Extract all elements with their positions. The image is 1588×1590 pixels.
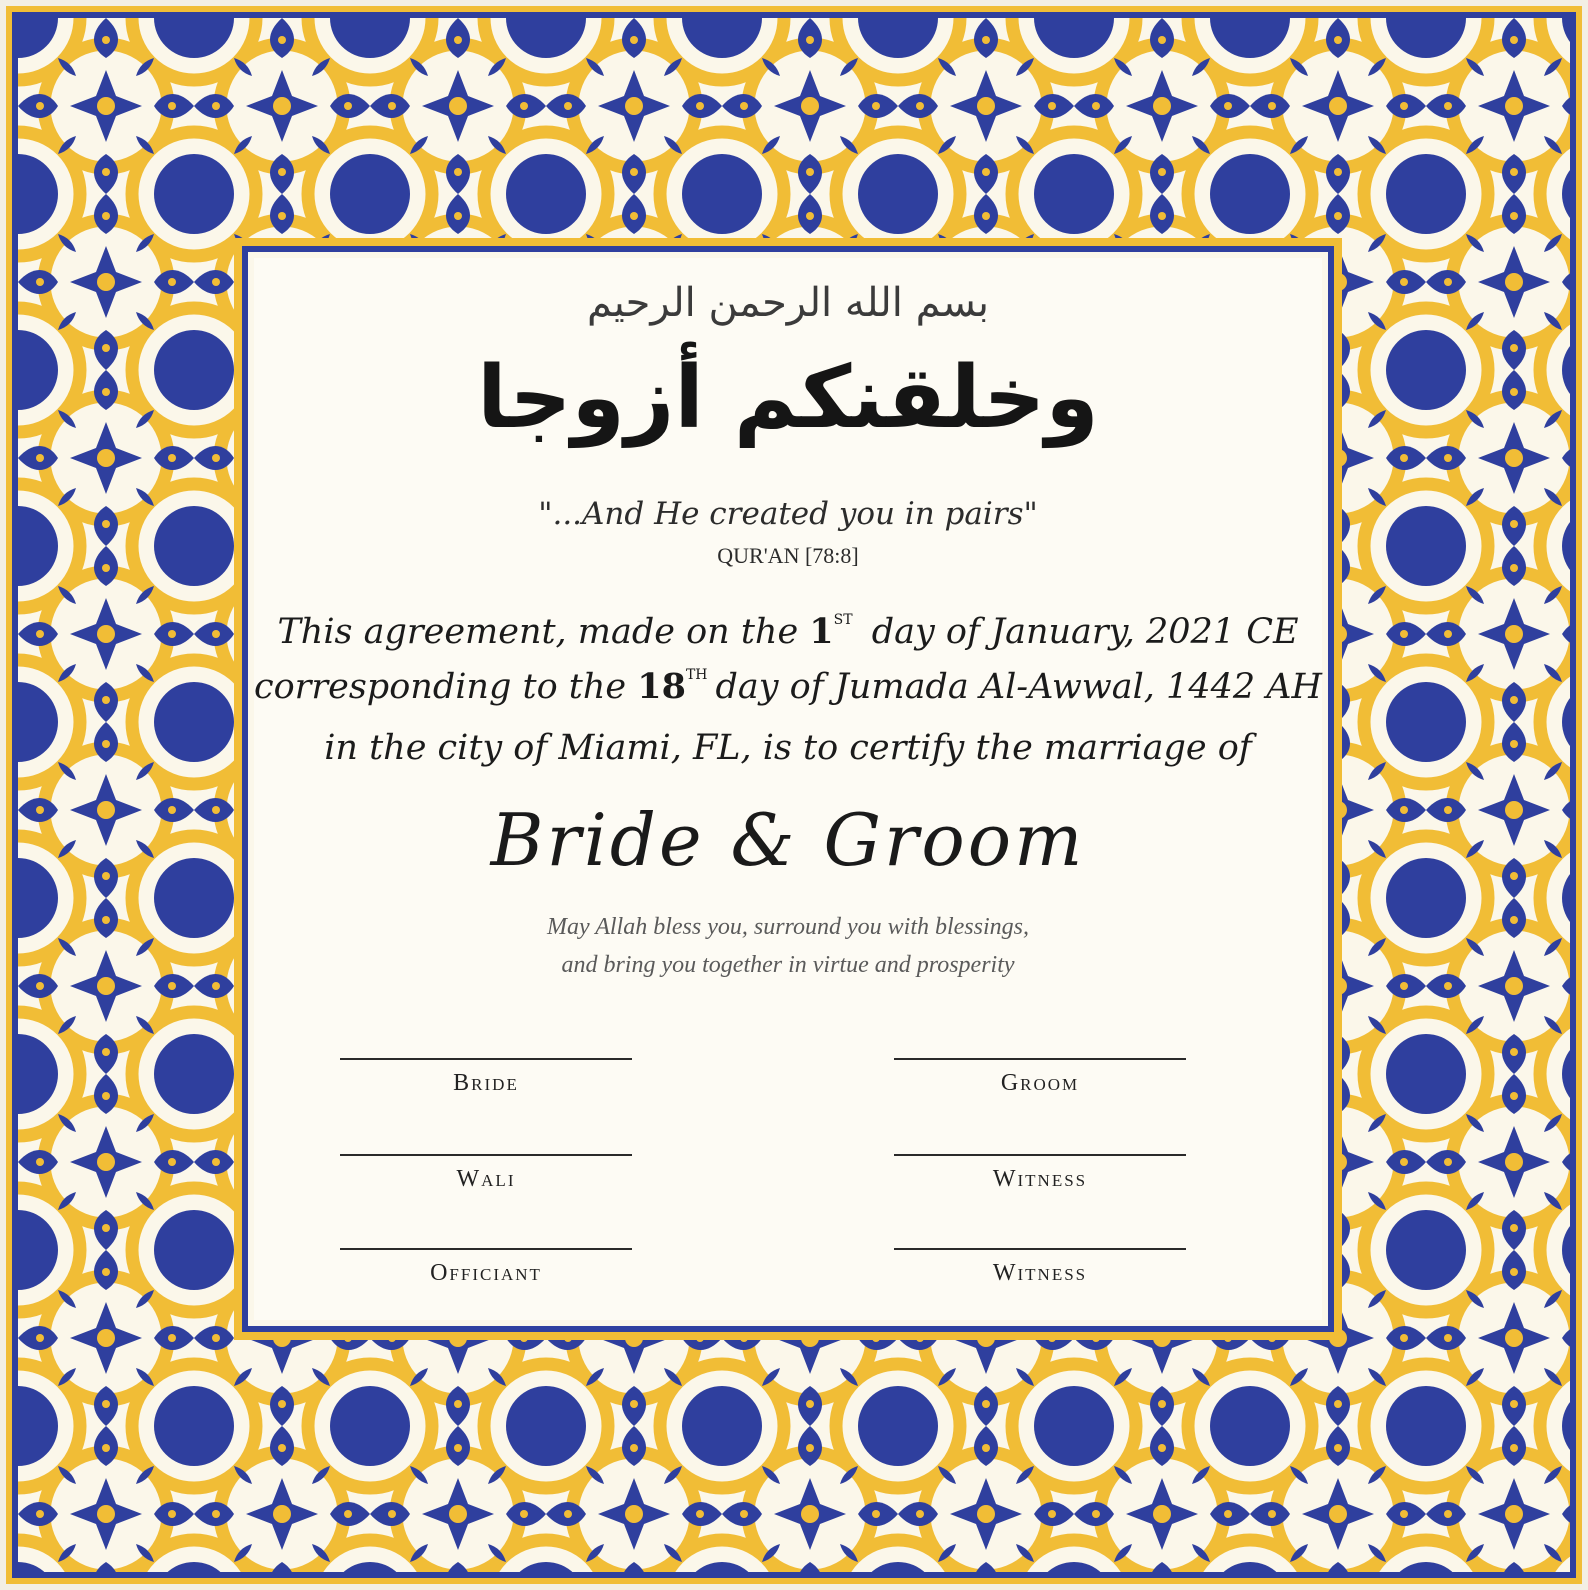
agreement-line-1 (254, 611, 1322, 652)
certificate-panel (254, 258, 1322, 1320)
basmala-calligraphy: بسم الله الرحمن الرحيم (586, 280, 990, 326)
agreement-line-2-prefix: corresponding to the (254, 667, 638, 707)
signature-label: Officiant (430, 1260, 542, 1286)
agreement-line-3: in the city of Miami, FL, is to certify the marriage of (324, 728, 1252, 768)
signature-line[interactable] (894, 1248, 1186, 1250)
signature-label: Wali (456, 1166, 516, 1192)
signature-wali[interactable] (340, 1154, 632, 1193)
hijri-day-number: 18 (637, 666, 686, 707)
signature-label: Bride (453, 1070, 519, 1096)
arabic-verse-calligraphy: وخلقنكم أزوجا (477, 348, 1099, 448)
signature-label: Groom (1000, 1070, 1080, 1096)
gregorian-day-number: 1 (809, 611, 834, 652)
signature-line[interactable] (340, 1248, 632, 1250)
signature-line[interactable] (894, 1058, 1186, 1060)
agreement-line-1-prefix: This agreement, made on the (277, 612, 810, 652)
gregorian-day-suffix: ST (833, 612, 853, 629)
signature-line[interactable] (340, 1058, 632, 1060)
signature-witness-2[interactable] (894, 1248, 1186, 1287)
signature-label: Witness (992, 1166, 1088, 1192)
signature-witness-1[interactable] (894, 1154, 1186, 1193)
couple-names: Bride & Groom (490, 798, 1086, 882)
verse-reference: QUR'AN [78:8] (717, 543, 859, 568)
agreement-line-2-suffix: day of Jumada Al-Awwal, 1442 AH (715, 667, 1323, 707)
signature-groom[interactable] (894, 1058, 1186, 1097)
blessing-line-2: and bring you together in virtue and prosperity (561, 952, 1015, 978)
signature-line[interactable] (894, 1154, 1186, 1156)
blessing-line-1: May Allah bless you, surround you with blessings, (547, 914, 1029, 940)
hijri-day-suffix: TH (685, 667, 708, 684)
verse-translation: "...And He created you in pairs" (538, 496, 1038, 532)
agreement-line-2 (254, 666, 1322, 707)
signature-officiant[interactable] (340, 1248, 632, 1287)
signature-label: Witness (992, 1260, 1088, 1286)
signature-bride[interactable] (340, 1058, 632, 1097)
signature-line[interactable] (340, 1154, 632, 1156)
agreement-line-1-suffix: day of January, 2021 CE (860, 612, 1299, 652)
